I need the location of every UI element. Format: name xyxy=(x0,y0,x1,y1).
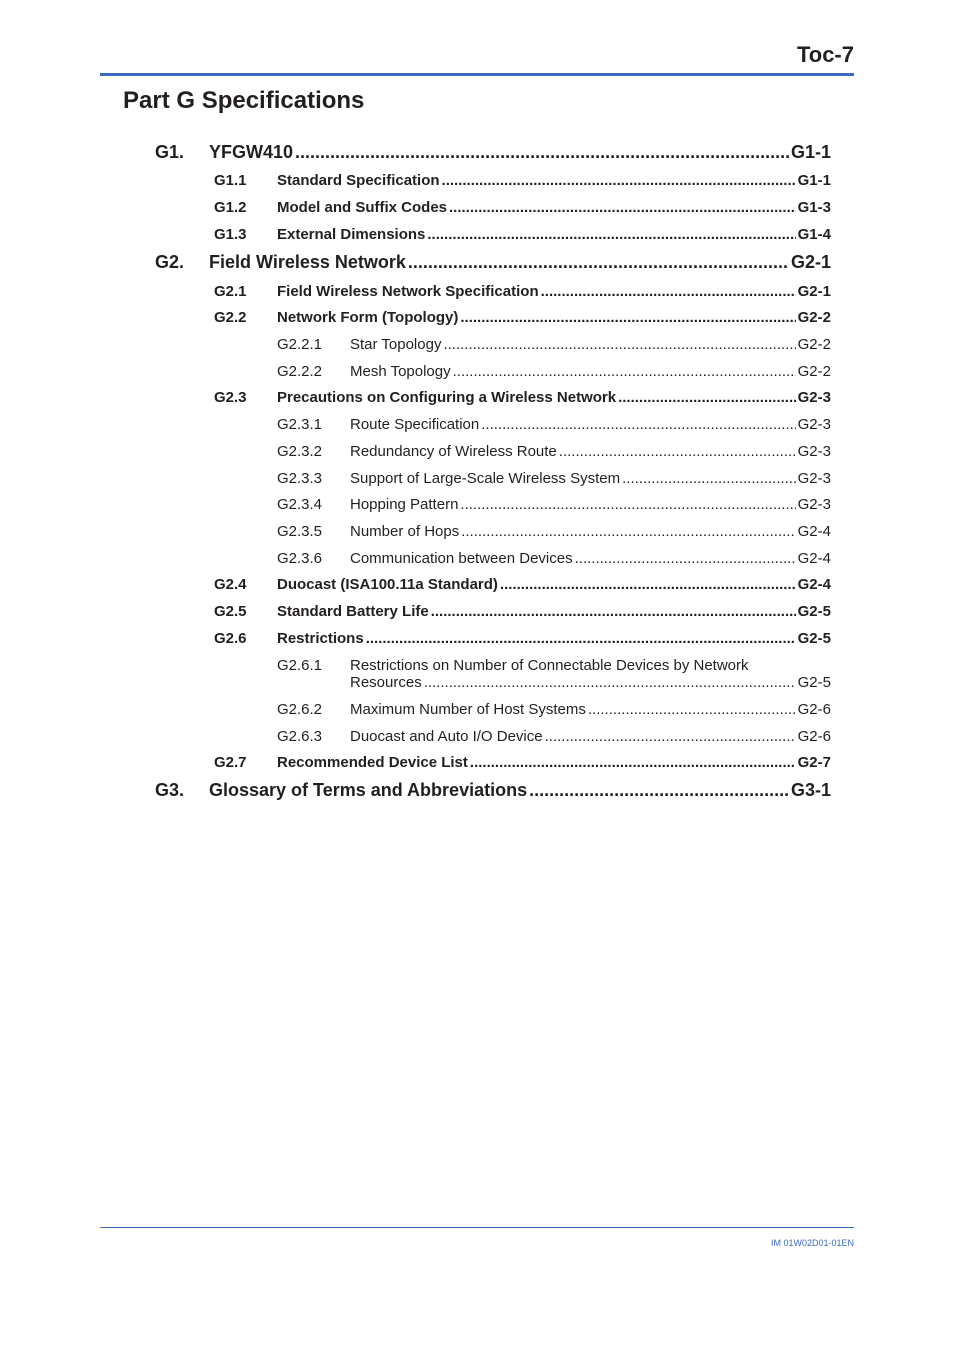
toc-entry-g2-3-1[interactable] xyxy=(277,416,831,434)
toc-number: G2.6.2 xyxy=(277,701,323,718)
toc-page: G2-3 xyxy=(797,416,831,433)
toc-title: Precautions on Configuring a Wireless Network xyxy=(277,389,617,406)
toc-number: G2.6 xyxy=(214,630,247,647)
toc-entry-g2-1[interactable] xyxy=(214,283,831,301)
toc-number: G2.3.4 xyxy=(277,496,323,513)
page-label: Toc-7 xyxy=(796,42,854,67)
toc-number: G2.2.2 xyxy=(277,363,323,380)
dot-leader xyxy=(453,363,796,380)
toc-page: G2-1 xyxy=(797,283,831,300)
toc-title: Mesh Topology xyxy=(350,363,451,380)
toc-page: G2-6 xyxy=(797,728,831,745)
toc-number: G2.3.5 xyxy=(277,523,323,540)
toc-title: Standard Specification xyxy=(277,172,440,189)
toc-title: Field Wireless Network xyxy=(209,252,406,272)
toc-title: Network Form (Topology) xyxy=(277,309,459,326)
toc-title: Hopping Pattern xyxy=(350,496,459,513)
toc-title: Duocast (ISA100.11a Standard) xyxy=(277,576,498,593)
toc-entry-g2-2-2[interactable] xyxy=(277,363,831,381)
toc-title: Number of Hops xyxy=(350,523,460,540)
dot-leader xyxy=(575,550,796,567)
toc-title: Redundancy of Wireless Route xyxy=(350,443,557,460)
toc-number: G2.6.3 xyxy=(277,728,323,745)
toc-entry-g2[interactable] xyxy=(155,252,831,274)
toc-entry-g2-6-1-cont[interactable] xyxy=(277,674,831,692)
dot-leader xyxy=(424,674,796,691)
dot-leader xyxy=(541,283,796,300)
toc-number: G2.2.1 xyxy=(277,336,323,353)
toc-page: G2-2 xyxy=(797,363,831,380)
toc-number: G2.7 xyxy=(214,754,247,771)
toc-entry-g2-3-3[interactable] xyxy=(277,470,831,488)
dot-leader xyxy=(559,443,796,460)
toc-entry-g2-7[interactable] xyxy=(214,754,831,772)
toc-number: G1.3 xyxy=(214,226,247,243)
toc-page: G3-1 xyxy=(790,780,831,800)
toc-number: G1. xyxy=(155,142,185,162)
toc-page: G2-4 xyxy=(797,550,831,567)
toc-page: G2-1 xyxy=(790,252,831,272)
toc-number: G2.3.6 xyxy=(277,550,323,567)
toc-number: G2.5 xyxy=(214,603,247,620)
dot-leader xyxy=(449,199,796,216)
toc-title: YFGW410 xyxy=(209,142,294,162)
toc-entry-g2-3-5[interactable] xyxy=(277,523,831,541)
toc-title: Maximum Number of Host Systems xyxy=(350,701,586,718)
toc-number: G2.3.3 xyxy=(277,470,323,487)
toc-page: G2-5 xyxy=(797,674,831,691)
toc-title: Glossary of Terms and Abbreviations xyxy=(209,780,528,800)
toc-entry-g2-3-4[interactable] xyxy=(277,496,831,514)
toc-title: Model and Suffix Codes xyxy=(277,199,448,216)
toc-title: Route Specification xyxy=(350,416,480,433)
document-id: IM 01W02D01-01EN xyxy=(770,1238,854,1248)
toc-page: G2-5 xyxy=(797,630,831,647)
toc-page: G2-4 xyxy=(797,576,831,593)
toc-title: Field Wireless Network Specification xyxy=(277,283,539,300)
toc-entry-g2-3-2[interactable] xyxy=(277,443,831,461)
toc-page: G2-2 xyxy=(797,309,831,326)
toc-number: G1.1 xyxy=(214,172,247,189)
toc-entry-g2-3[interactable] xyxy=(214,389,831,407)
toc-entry-g2-2-1[interactable] xyxy=(277,336,831,354)
toc-page: G1-1 xyxy=(790,142,831,162)
toc-page: G2-2 xyxy=(797,336,831,353)
dot-leader xyxy=(529,780,789,801)
toc-page: G2-4 xyxy=(797,523,831,540)
toc-entry-g1-2[interactable] xyxy=(214,199,831,217)
toc-entry-g2-6-2[interactable] xyxy=(277,701,831,719)
toc-entry-g2-6-3[interactable] xyxy=(277,728,831,746)
toc-number: G2. xyxy=(155,252,185,272)
dot-leader xyxy=(431,603,796,620)
toc-entry-g2-4[interactable] xyxy=(214,576,831,594)
toc-title: Restrictions xyxy=(277,630,364,647)
toc-title-line2: Resources xyxy=(350,674,422,691)
toc-entry-g1-1[interactable] xyxy=(214,172,831,190)
dot-leader xyxy=(588,701,796,718)
toc-page: G2-3 xyxy=(797,443,831,460)
dot-leader xyxy=(618,389,796,406)
toc-entry-g2-5[interactable] xyxy=(214,603,831,621)
toc-entry-g2-3-6[interactable] xyxy=(277,550,831,568)
dot-leader xyxy=(461,523,795,540)
toc-entry-g1[interactable] xyxy=(155,142,831,164)
dot-leader xyxy=(366,630,796,647)
toc-number: G2.6.1 xyxy=(277,657,323,674)
toc-entry-g2-6[interactable] xyxy=(214,630,831,648)
toc-entry-g2-6-1[interactable] xyxy=(277,657,831,675)
toc-entry-g2-2[interactable] xyxy=(214,309,831,327)
header-rule xyxy=(100,73,854,76)
dot-leader xyxy=(545,728,796,745)
dot-leader xyxy=(427,226,795,243)
toc-entry-g1-3[interactable] xyxy=(214,226,831,244)
toc-number: G2.3.1 xyxy=(277,416,323,433)
toc-title: Recommended Device List xyxy=(277,754,468,771)
footer-rule xyxy=(100,1227,854,1228)
toc-number: G2.4 xyxy=(214,576,247,593)
toc-page: G2-6 xyxy=(797,701,831,718)
toc-title: Support of Large-Scale Wireless System xyxy=(350,470,621,487)
toc-page: G1-4 xyxy=(797,226,831,243)
dot-leader xyxy=(470,754,796,771)
toc-title-line1: Restrictions on Number of Connectable Devices by Network xyxy=(350,657,749,674)
dot-leader xyxy=(295,142,789,163)
toc-title: Star Topology xyxy=(350,336,442,353)
toc-number: G2.3.2 xyxy=(277,443,323,460)
toc-title: Communication between Devices xyxy=(350,550,573,567)
dot-leader xyxy=(500,576,796,593)
dot-leader xyxy=(442,172,796,189)
toc-page: G2-5 xyxy=(797,603,831,620)
part-title: Part G Specifications xyxy=(123,87,365,114)
toc-number: G2.1 xyxy=(214,283,247,300)
toc-page: G2-3 xyxy=(797,496,831,513)
toc-number: G2.2 xyxy=(214,309,247,326)
dot-leader xyxy=(622,470,796,487)
toc-page: G1-3 xyxy=(797,199,831,216)
toc-page: G2-3 xyxy=(797,470,831,487)
dot-leader xyxy=(408,252,789,273)
toc-entry-g3[interactable] xyxy=(155,780,831,802)
toc-page: G2-3 xyxy=(797,389,831,406)
toc-page: G2-7 xyxy=(797,754,831,771)
dot-leader xyxy=(443,336,795,353)
toc-title: Duocast and Auto I/O Device xyxy=(350,728,543,745)
dot-leader xyxy=(460,309,795,326)
toc-title: External Dimensions xyxy=(277,226,426,243)
dot-leader xyxy=(481,416,795,433)
toc-title: Standard Battery Life xyxy=(277,603,429,620)
toc-page: G1-1 xyxy=(797,172,831,189)
toc-number: G2.3 xyxy=(214,389,247,406)
toc-number: G3. xyxy=(155,780,185,800)
toc-number: G1.2 xyxy=(214,199,247,216)
dot-leader xyxy=(460,496,795,513)
